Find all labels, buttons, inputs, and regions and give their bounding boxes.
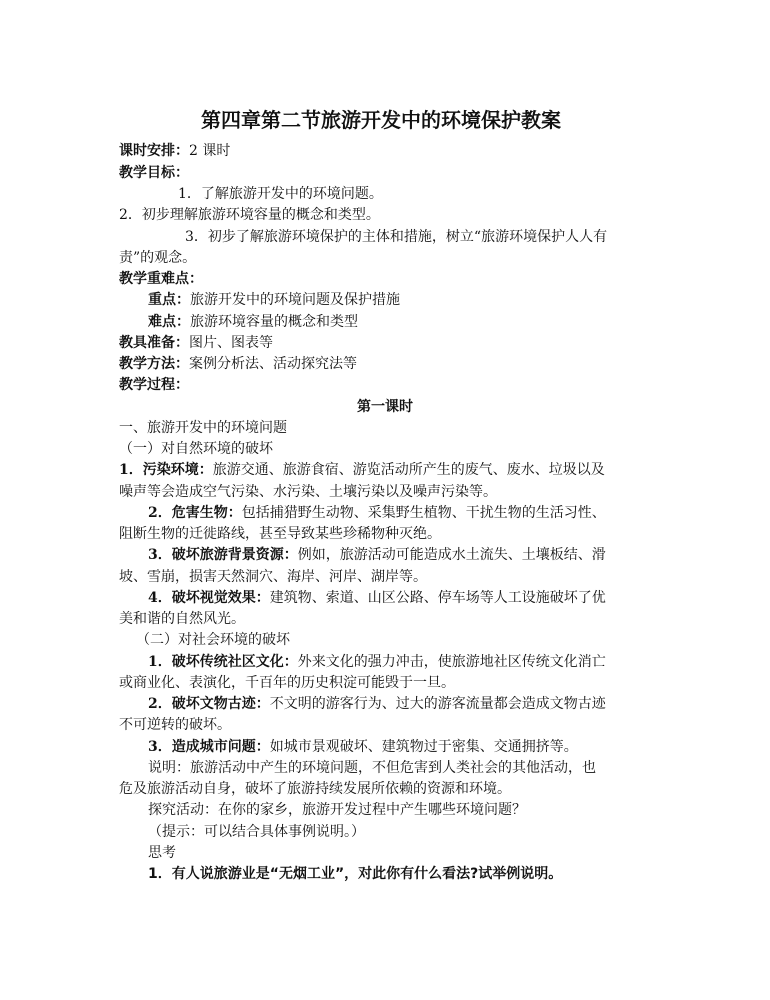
natural-item-3-cont: 坡、雪崩，损害天然洞穴、海岸、河岸、湖岸等。 [119,569,427,585]
methods-value: 案例分析法、活动探究法等 [189,356,357,372]
objective-item-3-cont: 责”的观念。 [119,250,197,266]
schedule-line [119,142,230,160]
methods-label: 教学方法： [119,356,189,372]
social-item-1 [148,653,606,671]
natural-item-4-label: 4．破坏视觉效果： [148,590,270,606]
natural-item-2 [148,504,606,522]
natural-item-4 [148,589,606,607]
activity-line: 探究活动：在你的家乡，旅游开发过程中产生哪些环境问题？ [148,802,526,818]
focus-line [148,291,400,309]
social-item-2 [148,695,606,713]
section-heading-1: 一、旅游开发中的环境问题 [119,420,287,436]
natural-item-1-text: 旅游交通、旅游食宿、游览活动所产生的废气、废水、垃圾以及 [212,462,605,478]
tools-value: 图片、图表等 [189,335,273,351]
lesson-heading: 第一课时 [357,399,413,415]
process-label: 教学过程： [119,377,189,393]
methods-line [119,355,357,373]
social-item-3 [148,738,578,756]
think-heading: 思考 [148,845,176,861]
note-line-cont: 危及旅游活动自身，破坏了旅游持续发展所依赖的资源和环境。 [119,781,511,797]
subsection-heading-2: （二）对社会环境的破坏 [136,632,290,648]
subsection-heading-1: （一）对自然环境的破坏 [119,441,273,457]
social-item-2-cont: 不可逆转的破坏。 [119,717,231,733]
natural-item-3 [148,546,606,564]
natural-item-3-text: 例如，旅游活动可能造成水土流失、土壤板结、滑 [297,547,606,563]
natural-item-1-cont: 噪声等会造成空气污染、水污染、土壤污染以及噪声污染等。 [119,484,497,500]
natural-item-3-label: 3．破坏旅游背景资源： [148,547,298,563]
social-item-1-text: 外来文化的强力冲击，使旅游地社区传统文化消亡 [297,654,606,670]
difficulty-line [148,313,358,331]
social-item-1-cont: 或商业化、表演化，千百年的历史积淀可能毁于一旦。 [119,675,455,691]
objectives-label: 教学目标： [119,165,189,181]
difficulty-label: 难点： [148,314,190,330]
schedule-value: 2 课时 [189,143,231,159]
document-title: 第四章第二节旅游开发中的环境保护教案 [201,108,561,132]
social-item-3-text: 如城市景观破坏、建筑物过于密集、交通拥挤等。 [269,739,578,755]
natural-item-1 [119,461,605,479]
natural-item-2-text: 包括捕猎野生动物、采集野生植物、干扰生物的生活习性、 [241,505,606,521]
natural-item-2-label: 2．危害生物： [148,505,242,521]
focus-label: 重点： [148,292,190,308]
natural-item-4-cont: 美和谐的自然风光。 [119,611,245,627]
difficulty-value: 旅游环境容量的概念和类型 [190,314,358,330]
objective-item-2: 2．初步理解旅游环境容量的概念和类型。 [119,207,380,223]
social-item-2-label: 2．破坏文物古迹： [148,696,270,712]
natural-item-1-label: 1．污染环境： [119,462,213,478]
objective-item-1: 1．了解旅游开发中的环境问题。 [178,186,383,202]
question-1: 1．有人说旅游业是“无烟工业”，对此你有什么看法?试举例说明。 [148,866,563,882]
tools-label: 教具准备： [119,335,189,351]
key-points-label: 教学重难点： [119,271,203,287]
tools-line [119,334,273,352]
social-item-3-label: 3．造成城市问题： [148,739,270,755]
social-item-2-text: 不文明的游客行为、过大的游客流量都会造成文物古迹 [269,696,606,712]
focus-value: 旅游开发中的环境问题及保护措施 [190,292,400,308]
hint-line: （提示：可以结合具体事例说明。） [148,824,365,840]
natural-item-2-cont: 阻断生物的迁徙路线，甚至导致某些珍稀物种灭绝。 [119,526,441,542]
note-line: 说明：旅游活动中产生的环境问题，不但危害到人类社会的其他活动，也 [148,760,596,776]
objective-item-3: 3．初步了解旅游环境保护的主体和措施，树立“旅游环境保护人人有 [185,229,608,245]
social-item-1-label: 1．破坏传统社区文化： [148,654,298,670]
schedule-label: 课时安排： [119,143,189,159]
natural-item-4-text: 建筑物、索道、山区公路、停车场等人工设施破坏了优 [269,590,606,606]
